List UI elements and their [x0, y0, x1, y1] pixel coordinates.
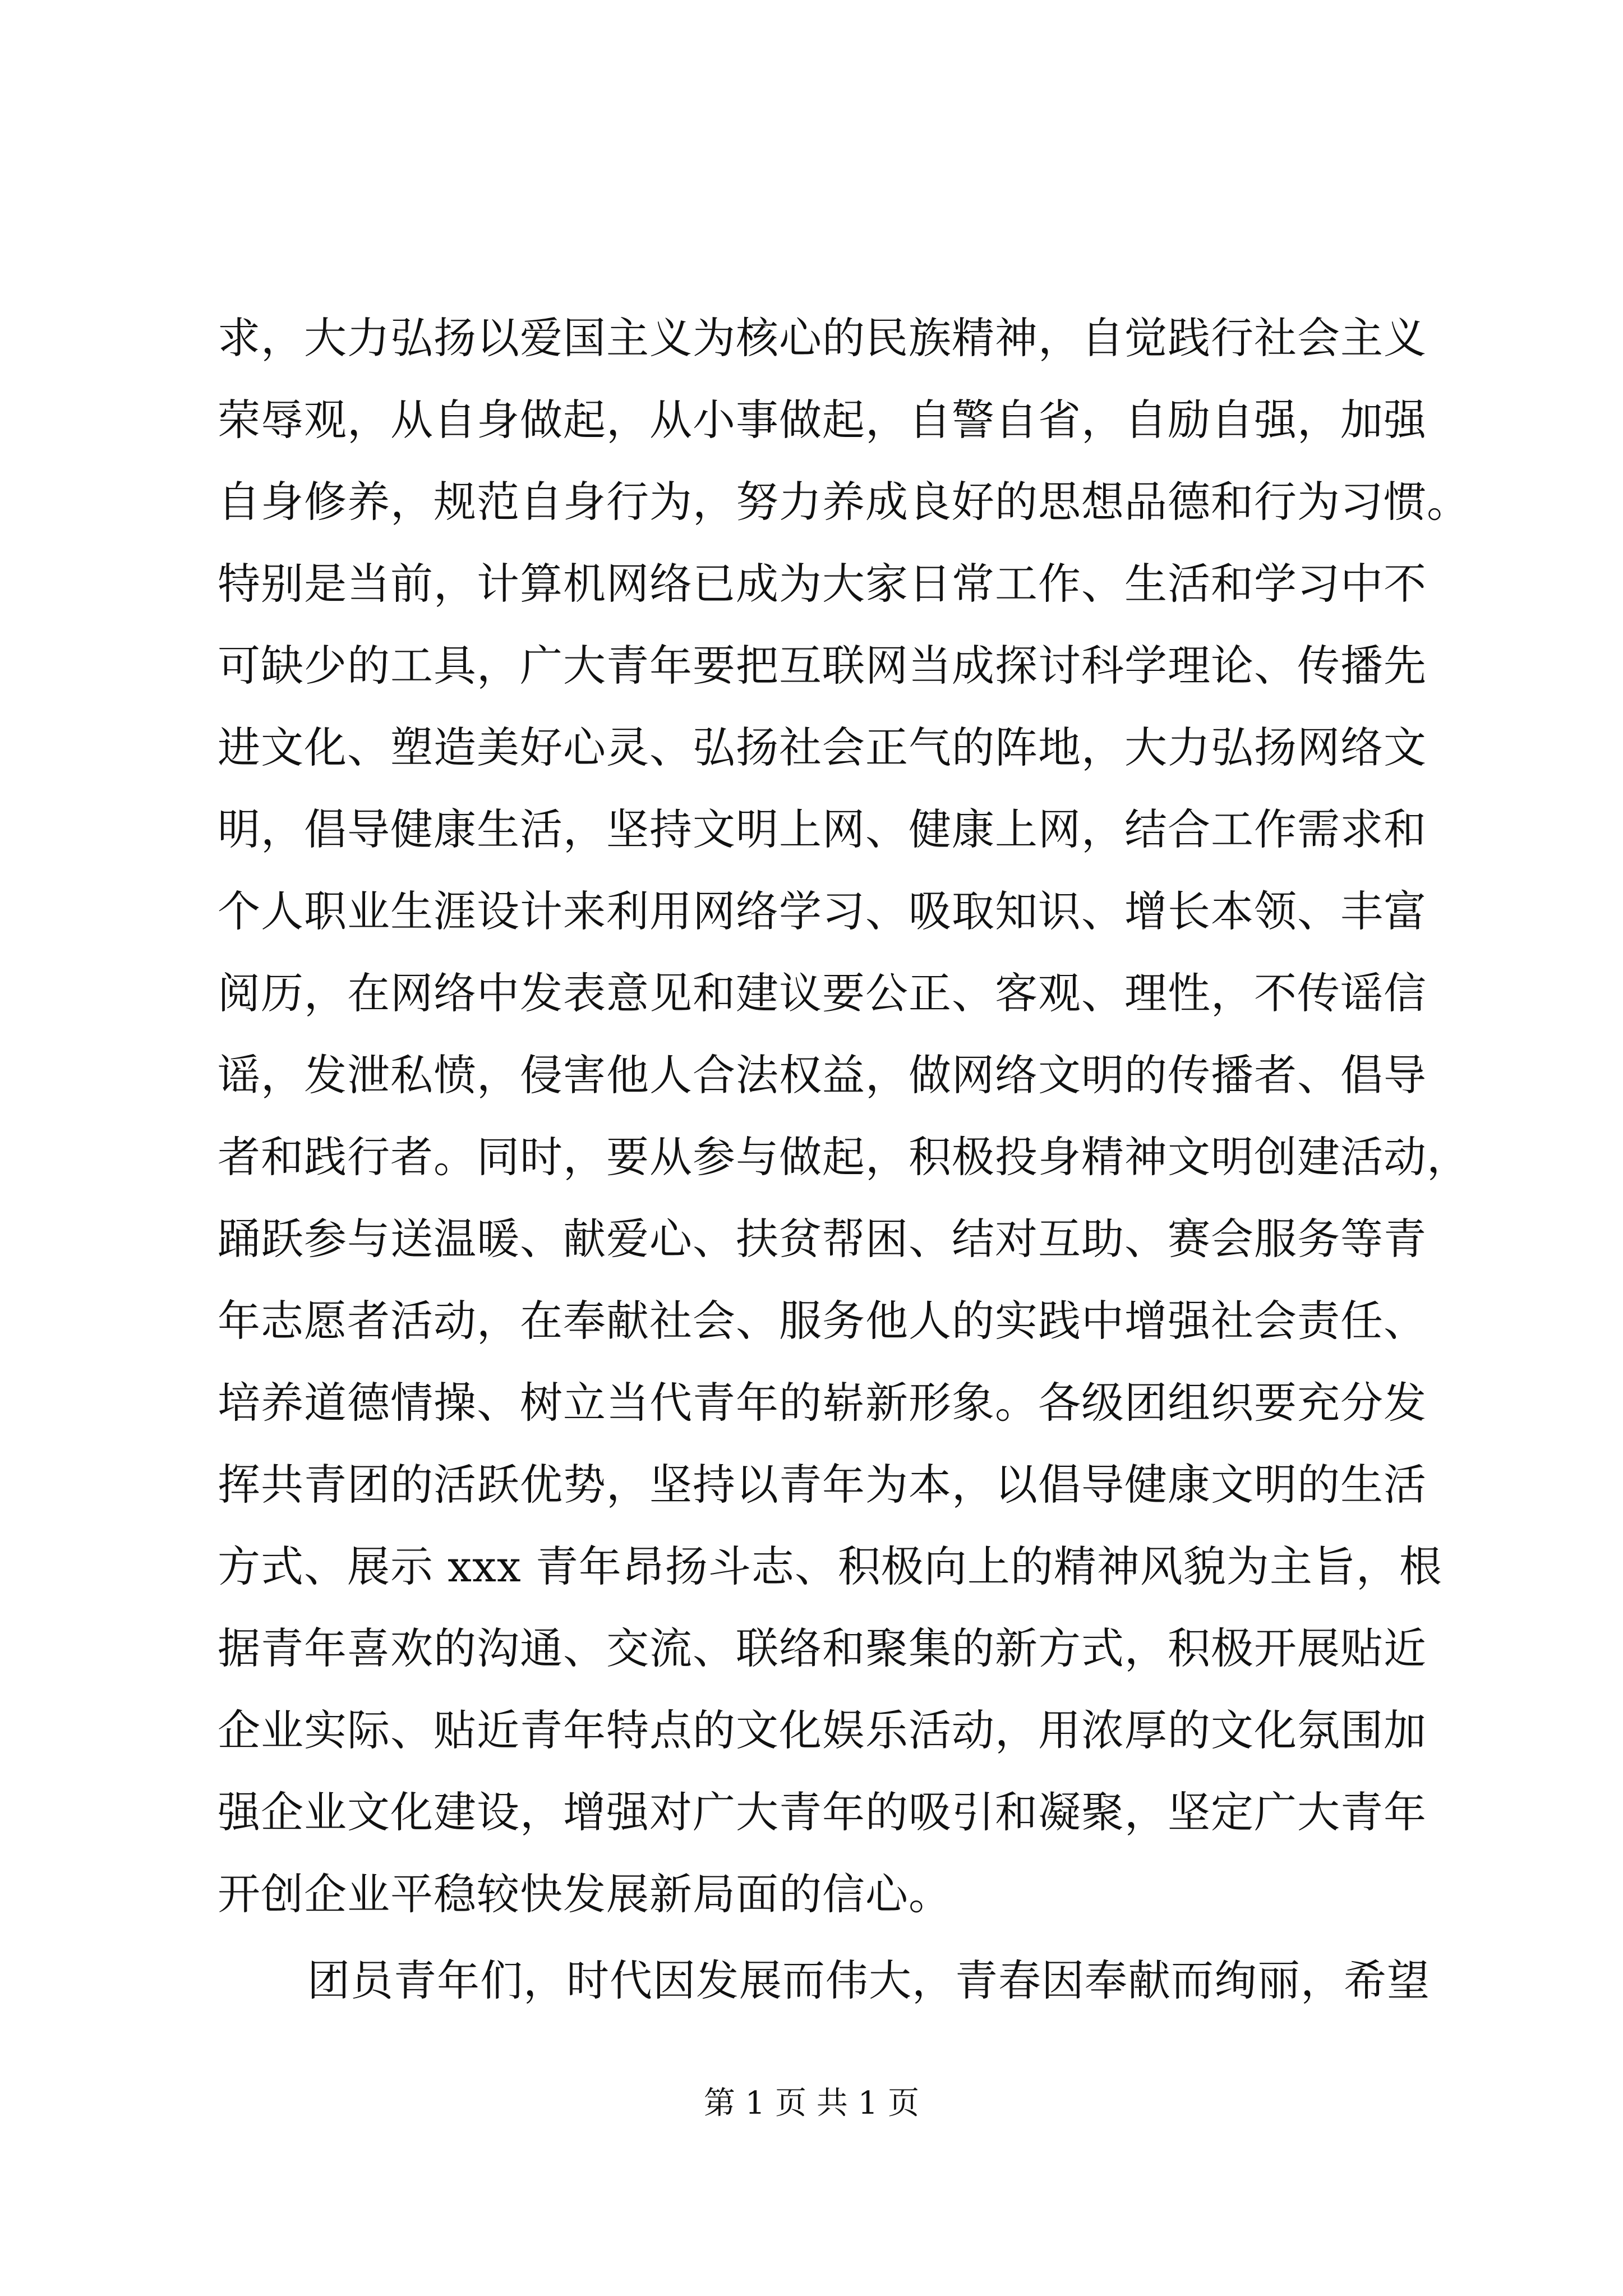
- text-line: 特别是当前，计算机网络已成为大家日常工作、生活和学习中不: [218, 559, 1427, 609]
- text-line: 踊跃参与送温暖、献爱心、扶贫帮困、结对互助、赛会服务等青: [218, 1214, 1427, 1264]
- text-line: 培养道德情操、树立当代青年的崭新形象。各级团组织要充分发: [218, 1378, 1427, 1428]
- text-line: 挥共青团的活跃优势，坚持以青年为本，以倡导健康文明的生活: [218, 1460, 1427, 1510]
- text-line: 年志愿者活动，在奉献社会、服务他人的实践中增强社会责任、: [218, 1296, 1427, 1346]
- text-line: 谣，发泄私愤，侵害他人合法权益，做网络文明的传播者、倡导: [218, 1050, 1427, 1100]
- text-line: 自身修养，规范自身行为，努力养成良好的思想品德和行为习惯。: [218, 477, 1470, 527]
- text-line: 可缺少的工具，广大青年要把互联网当成探讨科学理论、传播先: [218, 641, 1427, 691]
- text-line: 进文化、塑造美好心灵、弘扬社会正气的阵地，大力弘扬网络文: [218, 723, 1427, 772]
- text-line-paragraph-start: 团员青年们，时代因发展而伟大，青春因奉献而绚丽，希望: [307, 1955, 1430, 2005]
- text-line: 据青年喜欢的沟通、交流、联络和聚集的新方式，积极开展贴近: [218, 1623, 1427, 1673]
- text-line: 求，大力弘扬以爱国主义为核心的民族精神，自觉践行社会主义: [218, 313, 1427, 363]
- text-line: 阅历，在网络中发表意见和建议要公正、客观、理性，不传谣信: [218, 968, 1427, 1018]
- page-number-footer: 第 1 页 共 1 页: [703, 2085, 920, 2122]
- text-line: 强企业文化建设，增强对广大青年的吸引和凝聚，坚定广大青年: [218, 1787, 1427, 1837]
- body-text: [218, 297, 1470, 2022]
- text-line: 荣辱观，从自身做起，从小事做起，自警自省，自励自强，加强: [218, 395, 1427, 445]
- text-line: 个人职业生涯设计来利用网络学习、吸取知识、增长本领、丰富: [218, 886, 1427, 936]
- text-line: 方式、展示 xxx 青年昂扬斗志、积极向上的精神风貌为主旨，根: [218, 1542, 1442, 1591]
- paragraph-gap: [218, 1935, 1405, 1940]
- text-line: 开创企业平稳较快发展新局面的信心。: [218, 1869, 952, 1919]
- text-line: 明，倡导健康生活，坚持文明上网、健康上网，结合工作需求和: [218, 804, 1427, 854]
- text-line: 企业实际、贴近青年特点的文化娱乐活动，用浓厚的文化氛围加: [218, 1705, 1427, 1755]
- text-line: 者和践行者。同时，要从参与做起，积极投身精神文明创建活动，: [218, 1132, 1470, 1182]
